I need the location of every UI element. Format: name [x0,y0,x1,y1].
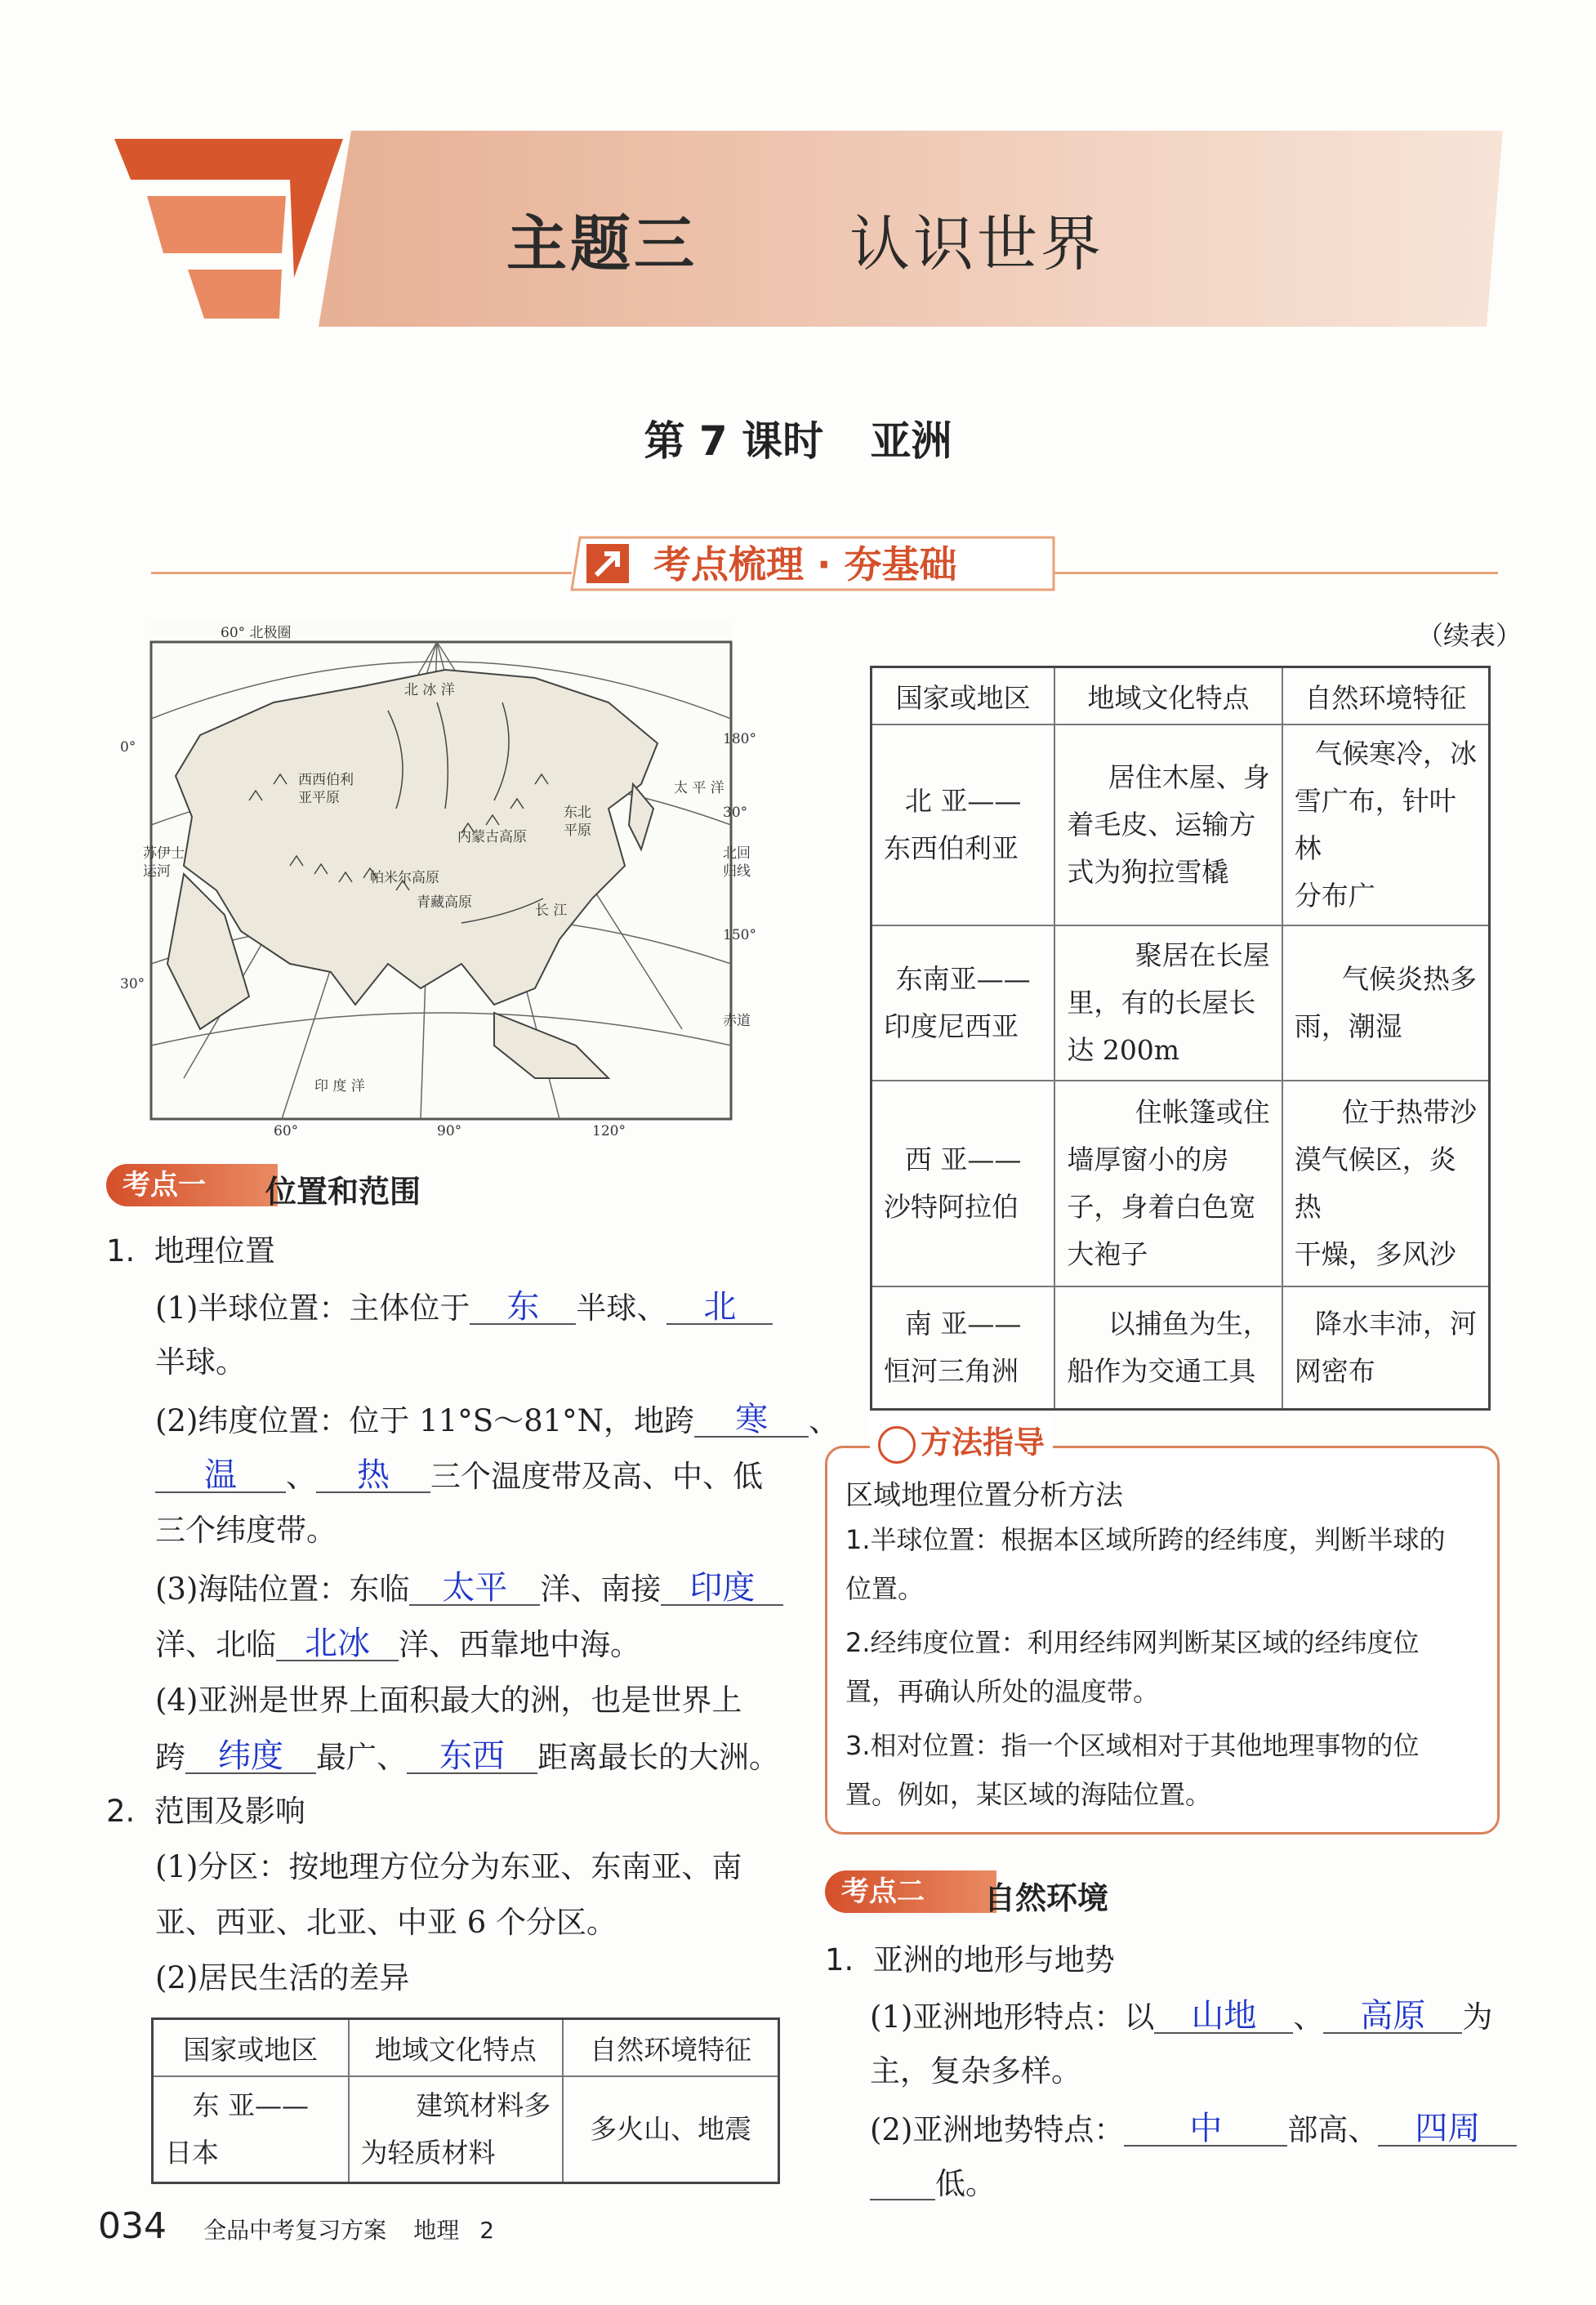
book-title: 全品中考复习方案 [203,2217,387,2244]
method-box [825,1446,1500,1835]
kd2-p1d: 主，复杂多样。 [870,2053,1081,2089]
section-label: 考点梳理 · 夯基础 [653,542,957,586]
kd1-s2: 2. 范围及影响 [106,1794,305,1829]
cell-region: 东 亚—— 日本 [153,2076,349,2183]
page-footer [98,2205,494,2247]
label-indian-ocean: 印 度 洋 [314,1078,365,1095]
lesson-number: 第 7 课时 [644,417,824,465]
blank-zone-3: 热 [316,1459,430,1493]
kd2-title: 自然环境 [984,1880,1109,1916]
cell-region: 东南亚—— 印度尼西亚 [872,925,1055,1081]
kd1-p2d: 三个温度带及高、中、低 [430,1459,763,1494]
theme-banner [98,131,1503,327]
label-equator: 赤道 [723,1013,751,1029]
th-nature: 自然环境特征 [1282,667,1490,725]
table-header-row [153,2019,779,2077]
kd1-p2a: (2)纬度位置：位于 11°S～81°N，地跨 [155,1403,695,1438]
kd2-p2-line2 [870,2168,996,2200]
subject: 地理 [413,2217,460,2244]
table-header-row [872,667,1490,725]
kd1-p3a: (3)海陆位置：东临 [155,1572,410,1607]
cell-nature: 降水丰沛，河 网密布 [1282,1286,1490,1409]
label-changjiang: 长 江 [535,903,568,919]
kd1-p2c: 、 [286,1459,316,1494]
kd1-s2-title: 范围及影响 [154,1794,305,1829]
kd1-p4d: 距离最长的大洲。 [537,1740,779,1775]
cell-culture: 以捕鱼为生， 船作为交通工具 [1054,1286,1282,1409]
label-suez: 苏伊士 [143,845,185,862]
table-row [872,724,1490,925]
lesson-name: 亚洲 [870,417,952,465]
kd1-p1 [155,1288,773,1326]
theme-title: 主题三 [506,209,698,279]
blank-span-2: 东西 [407,1740,537,1774]
culture-table-left [151,2017,780,2184]
label-pamir: 帕米尔高原 [370,870,439,886]
cell-culture: 聚居在长屋 里，有的长屋长 达 200m [1054,925,1282,1081]
theme-subtitle: 认识世界 [849,209,1104,279]
kd1-p2 [155,1403,839,1438]
label-tropic: 北回 [723,845,751,862]
label-b120: 120° [592,1123,626,1139]
kd1-tag-text: 考点一 [123,1169,206,1202]
method-tag-text: 方法指导 [921,1424,1045,1460]
method-line: 置。例如，某区域的海陆位置。 [845,1779,1212,1810]
blank-span-1: 纬度 [185,1740,316,1774]
method-line: 置，再确认所处的温度带。 [845,1676,1160,1707]
label-b60: 60° [274,1123,299,1139]
kd1-p2-line2 [155,1456,763,1494]
asia-map [120,621,756,1139]
label-tropic-2: 归线 [723,863,751,880]
kd1-p5a: (1)分区：按地理方位分为东亚、东南亚、南 [155,1849,742,1884]
kd1-p4a: (4)亚洲是世界上面积最大的洲，也是世界上 [155,1683,742,1718]
kd1-p4c: 最广、 [316,1740,407,1775]
label-lon180: 180° [723,731,756,747]
kd2-p2c: 低。 [935,2166,996,2201]
kd2-p1a: (1)亚洲地形特点：以 [870,2000,1155,2035]
kd2-p2a: (2)亚洲地势特点： [870,2112,1125,2147]
cell-nature: 气候寒冷，冰 雪广布，针叶林 分布广 [1282,724,1490,925]
kd1-tag [106,1164,278,1206]
kd2-p1c: 为 [1462,2000,1493,2035]
kd1-p5b: 亚、西亚、北亚、中亚 6 个分区。 [155,1905,617,1940]
blank-hemisphere-2: 北 [666,1291,773,1325]
th-nature: 自然环境特征 [563,2019,778,2077]
label-lat30-left: 30° [120,976,145,992]
blank-ocean-east: 太平 [409,1572,540,1606]
blank-terrain-1: 山地 [1154,2000,1293,2034]
kd2-p2 [870,2112,1517,2147]
kd1-p1c: 半球。 [155,1344,246,1380]
kd1-p4 [155,1737,779,1775]
kd2-p1 [870,1997,1493,2035]
kd1-p4b: 跨 [155,1740,185,1775]
cell-culture: 建筑材料多 为轻质材料 [349,2076,564,2183]
kd1-p6: (2)居民生活的差异 [155,1960,410,1995]
kd1-p3d: 洋、西靠地中海。 [399,1627,640,1662]
label-west-siberia-2: 亚平原 [298,790,340,806]
cell-culture: 居住木屋、身 着毛皮、运输方 式为狗拉雪橇 [1054,724,1282,925]
label-arctic-ocean: 北 冰 洋 [404,682,455,698]
kd2-tag [825,1870,996,1913]
kd2-p2b: 部高、 [1287,2112,1379,2147]
culture-table-right [870,666,1491,1411]
label-pacific: 太 平 洋 [674,780,724,796]
label-tibet: 青藏高原 [417,894,472,911]
kd2-s1-title: 亚洲的地形与地势 [872,1942,1115,1977]
th-region: 国家或地区 [153,2019,349,2077]
method-line: 2.经纬度位置：利用经纬网判断某区域的经纬度位 [845,1627,1420,1658]
kd1-p1a: (1)半球位置：主体位于 [155,1291,470,1326]
kd1-p3 [155,1569,783,1607]
table-row [872,1081,1490,1286]
kd1-s1: 1. 地理位置 [106,1233,275,1268]
blank-ocean-south: 印度 [661,1572,783,1606]
kd2-tag-text: 考点二 [841,1875,925,1908]
th-region: 国家或地区 [872,667,1055,725]
kd1-p3c: 洋、北临 [155,1627,276,1662]
kd1-p3-line2 [155,1627,640,1661]
cell-region: 北 亚—— 东西伯利亚 [872,724,1055,925]
kd1-p3b: 洋、南接 [540,1572,662,1607]
kd2-s1: 1. 亚洲的地形与地势 [825,1942,1115,1977]
globe-icon [878,1426,916,1464]
th-culture: 地域文化特点 [1054,667,1282,725]
kd1-s1-title: 地理位置 [154,1233,275,1268]
cell-culture: 住帐篷或住 墙厚窗小的房 子，身着白色宽 大袍子 [1054,1081,1282,1286]
cell-nature: 多火山、地震 [563,2076,778,2183]
method-line: 1.半球位置：根据本区域所跨的经纬度，判断半球的 [845,1524,1446,1555]
blank-ocean-north: 北冰 [276,1627,399,1661]
label-arctic-circle: 60° 北极圈 [221,625,292,641]
label-northeast-plain: 东北 [564,805,591,821]
blank-terrain-2: 高原 [1323,2000,1462,2034]
blank-zone-1: 寒 [694,1403,809,1438]
blank-relief-2: 四周 [1378,2112,1517,2147]
method-line: 位置。 [845,1573,925,1604]
kd2-p1b: 、 [1293,2000,1324,2035]
continued-label: （续表） [1417,620,1522,651]
table-row [153,2076,779,2183]
label-northeast-plain-2: 平原 [564,823,591,839]
table-row [872,925,1490,1081]
cell-region: 南 亚—— 恒河三角洲 [872,1286,1055,1409]
table-row [872,1286,1490,1409]
cell-nature: 位于热带沙 漠气候区，炎热 干燥，多风沙 [1282,1081,1490,1286]
label-west-siberia: 西西伯利 [298,772,354,788]
cell-region: 西 亚—— 沙特阿拉伯 [872,1081,1055,1286]
blank-relief-1: 中 [1124,2112,1287,2147]
blank-zone-2: 温 [155,1459,286,1493]
page-number: 034 [98,2205,167,2247]
label-suez-2: 运河 [143,863,171,880]
method-line: 3.相对位置：指一个区域相对于其他地理事物的位 [845,1730,1420,1761]
label-lon150: 150° [723,927,756,943]
lesson-title [0,408,1596,467]
method-tag [870,1417,1053,1464]
blank-hemisphere-1: 东 [470,1291,576,1325]
kd1-p2e: 三个纬度带。 [155,1513,337,1548]
cell-nature: 气候炎热多 雨，潮湿 [1282,925,1490,1081]
th-culture: 地域文化特点 [349,2019,564,2077]
kd1-title: 位置和范围 [265,1174,421,1210]
kd1-p1b: 半球、 [576,1291,667,1326]
method-heading: 区域地理位置分析方法 [845,1479,1123,1512]
label-lat30-right: 30° [723,805,748,821]
label-inner-mongolia: 内蒙古高原 [457,829,527,845]
volume: 2 [479,2217,495,2244]
blank-relief-3 [870,2199,935,2200]
label-b90: 90° [437,1123,462,1139]
kd1-p2b: 、 [809,1403,840,1438]
label-lon0: 0° [120,739,136,756]
